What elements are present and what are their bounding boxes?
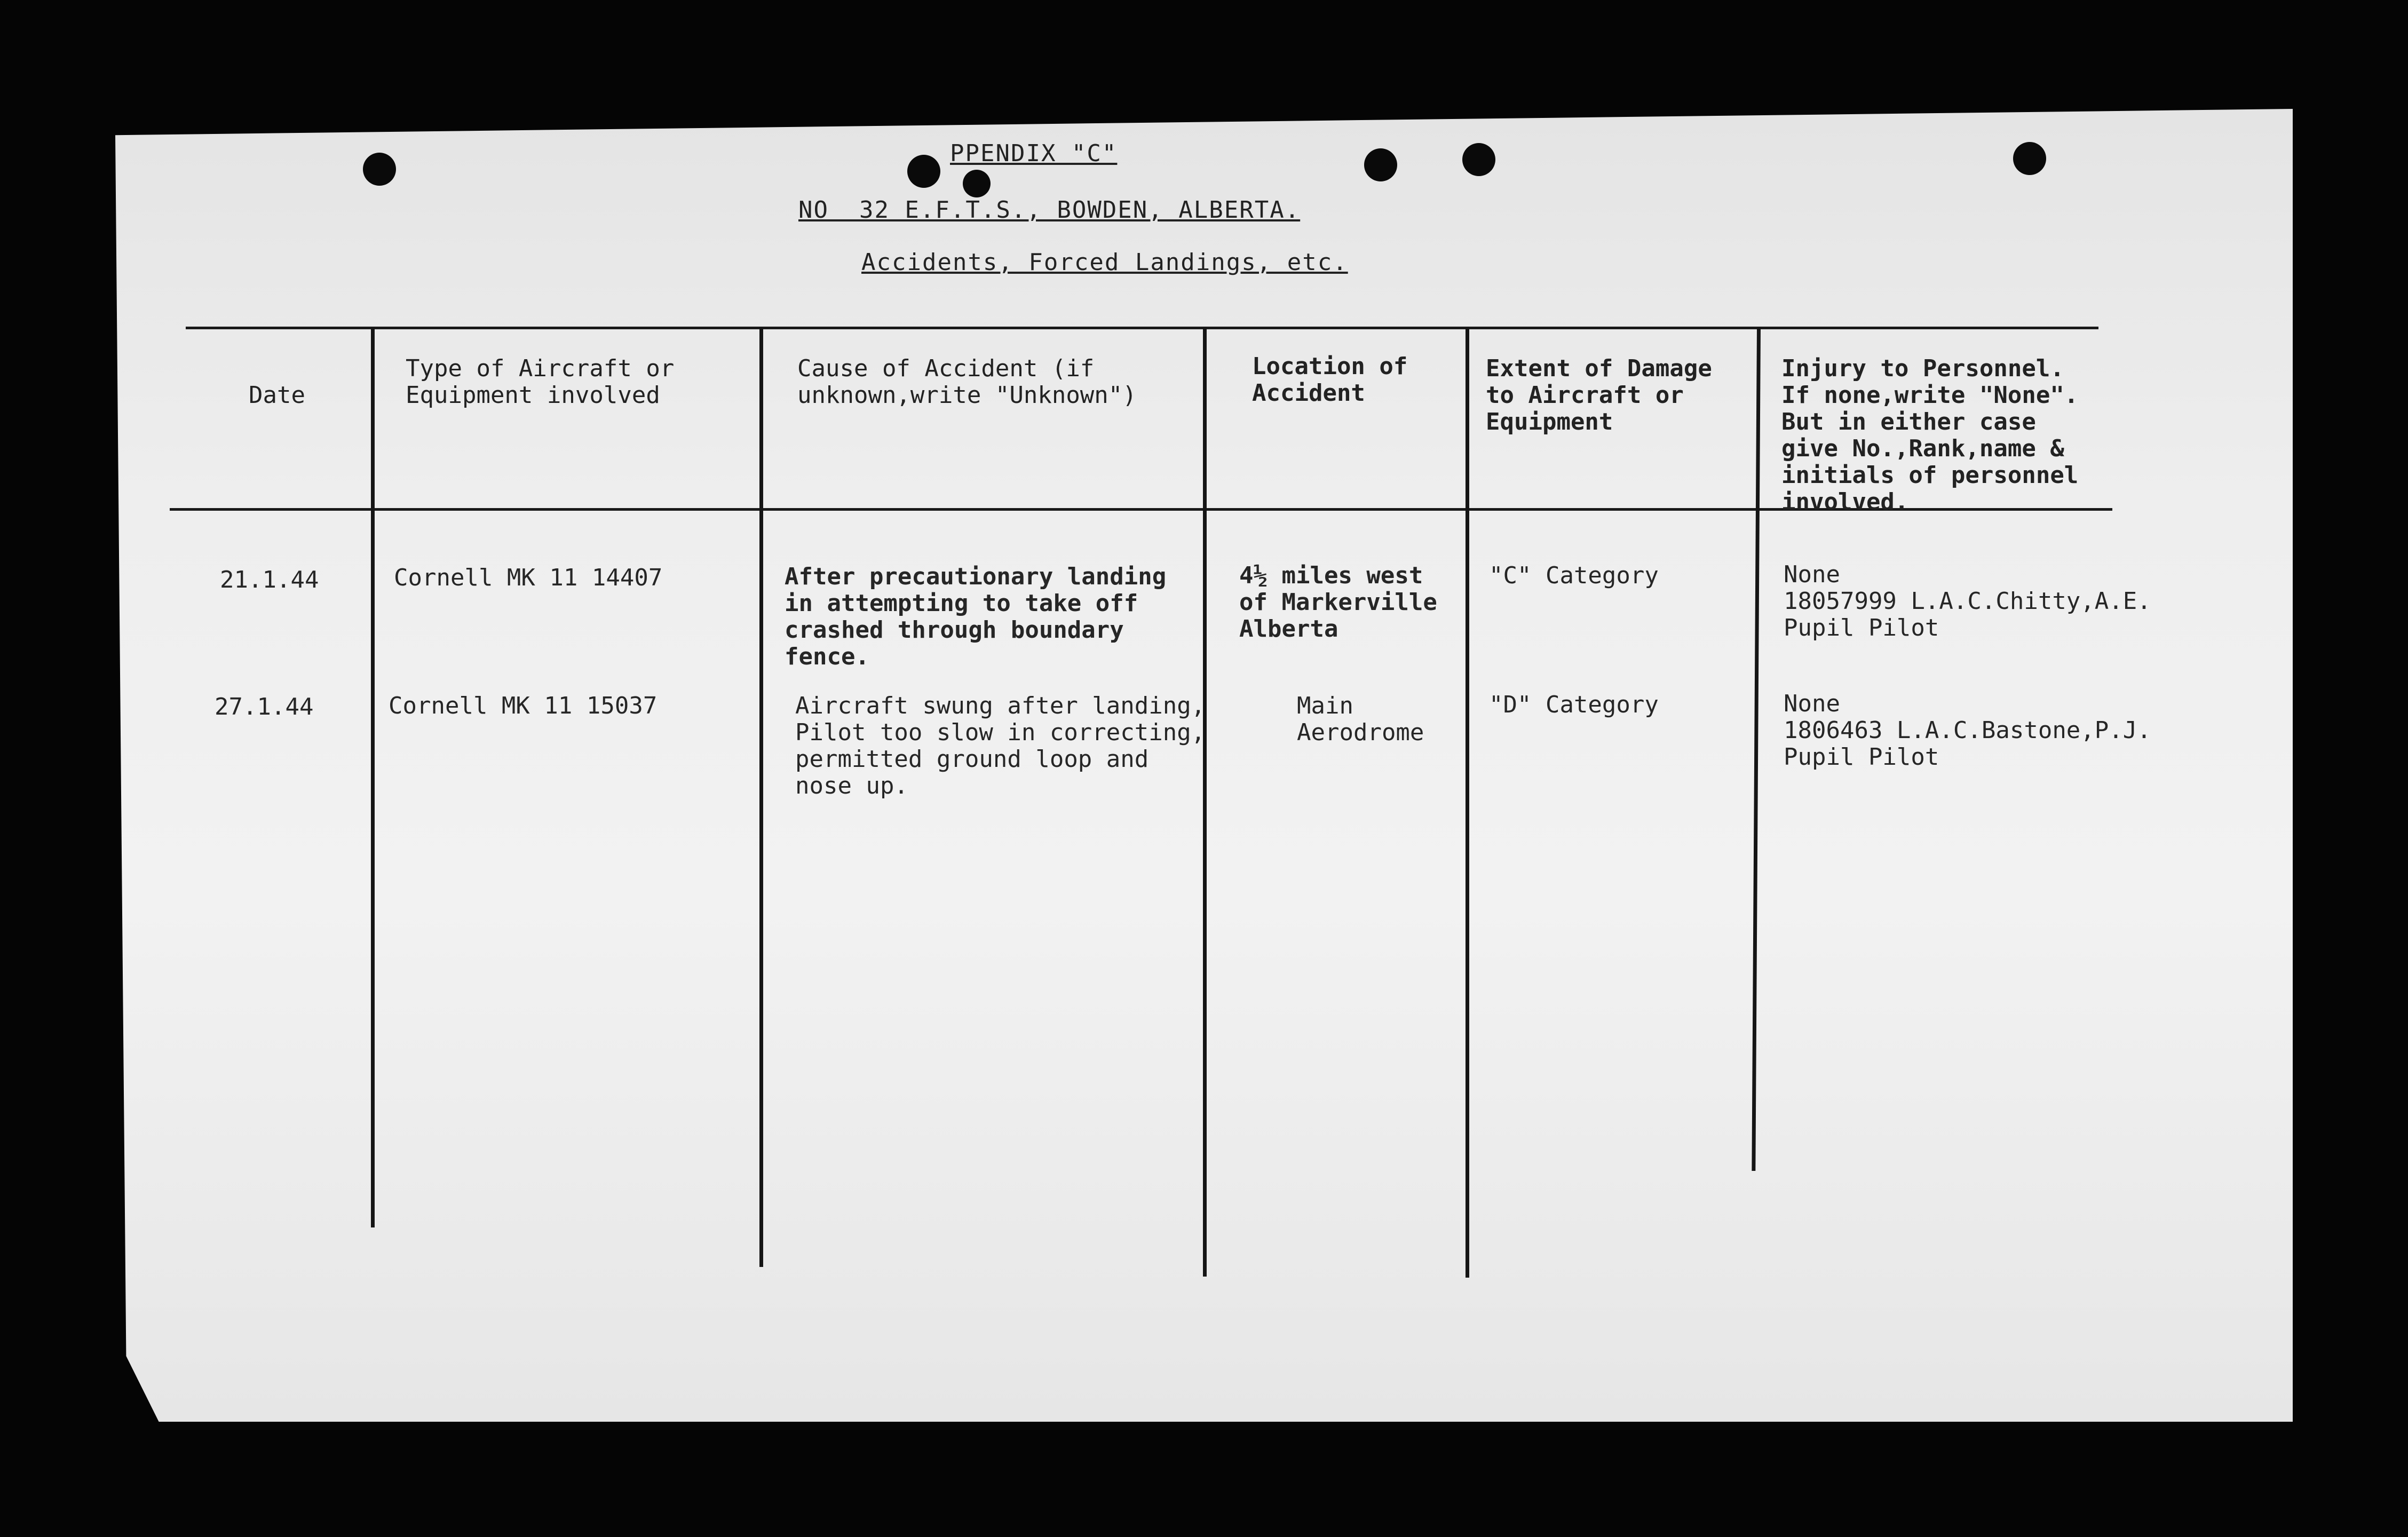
row-2-aircraft-type: Cornell MK 11 15037 [389,692,658,719]
punch-hole-1 [363,153,396,186]
row-2-cause: Aircraft swung after landing, Pilot too slow in correcting, permitted ground loop and nose up. [795,692,1206,799]
page-subtitle: Accidents, Forced Landings, etc. [861,249,1348,276]
table-top-rule [186,327,2098,329]
column-header-location: Location of Accident [1252,353,1408,407]
punch-hole-3 [963,170,991,197]
column-header-date: Date [249,382,305,409]
row-1-aircraft-type: Cornell MK 11 14407 [394,564,663,591]
punch-hole-2 [907,155,940,188]
unit-heading: NO 32 E.F.T.S., BOWDEN, ALBERTA. [798,196,1301,224]
appendix-heading: PPENDIX "C" [950,140,1118,167]
row-2-location: Main Aerodrome [1297,692,1424,746]
column-divider-2 [759,328,763,1267]
punch-hole-5 [1462,143,1495,176]
row-1-cause: After precautionary landing in attempting to take off crashed through boundary fence. [785,563,1167,670]
row-1-date: 21.1.44 [220,566,319,593]
row-2-injury: None 1806463 L.A.C.Bastone,P.J. Pupil Pilot [1784,690,2151,771]
punch-hole-6 [2013,142,2046,175]
punch-hole-4 [1364,148,1397,181]
column-divider-1 [371,328,375,1227]
column-divider-4 [1466,328,1469,1278]
column-header-injury: Injury to Personnel. If none,write "None". But in either case give No.,Rank,name & initials of personnel involved. [1781,355,2079,516]
column-header-type: Type of Aircraft or Equipment involved [406,355,675,409]
row-2-date: 27.1.44 [215,693,314,720]
column-divider-3 [1203,328,1207,1277]
row-1-damage: "C" Category [1489,562,1659,589]
row-1-injury: None 18057999 L.A.C.Chitty,A.E. Pupil Pilot [1784,561,2151,641]
row-1-location: 4½ miles west of Markerville Alberta [1239,562,1437,643]
column-header-damage: Extent of Damage to Aircraft or Equipment [1486,355,1712,435]
row-2-damage: "D" Category [1489,691,1659,718]
column-header-cause: Cause of Accident (if unknown,write "Unknown") [797,355,1137,409]
